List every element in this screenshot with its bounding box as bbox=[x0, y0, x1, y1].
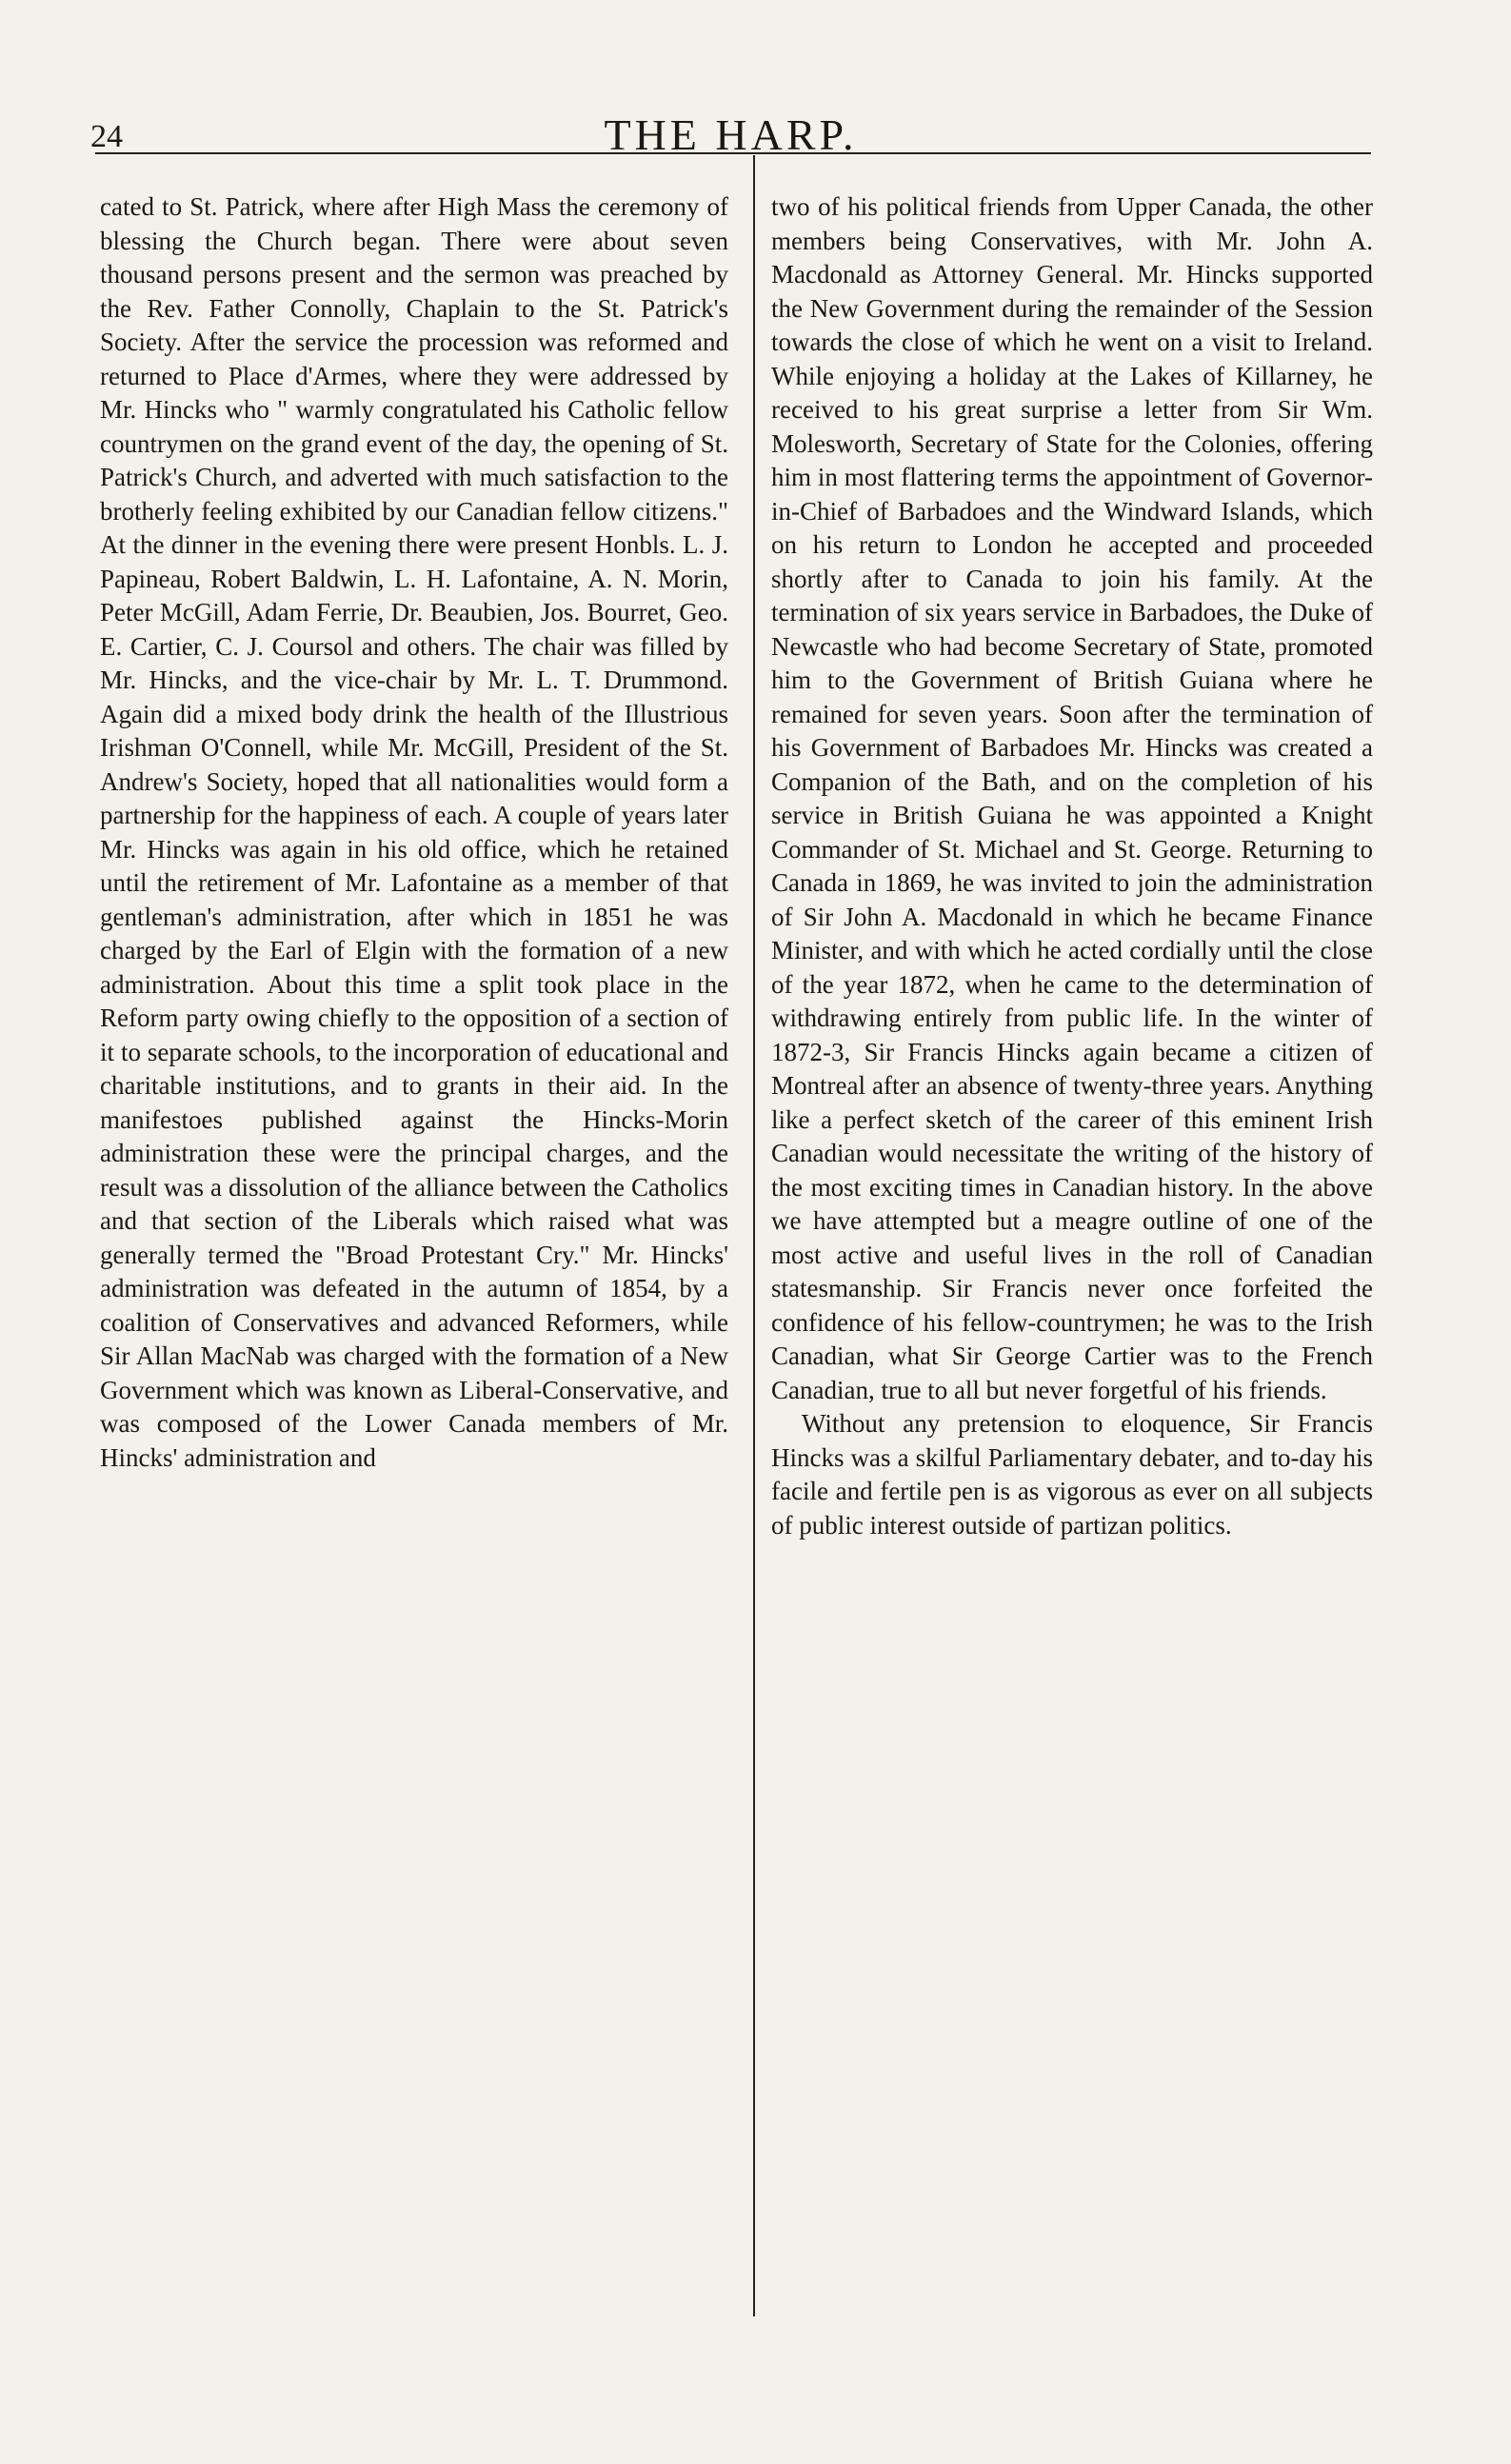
right-paragraph-1: two of his political friends from Upper Canada, the other members being Conservatives, with Mr. John A. Macdonald as Attorney General. Mr. Hincks supported the New Government during the remainder of the Session towards the close of which he went on a visit to Ireland. While enjoying a holiday at the Lakes of Killarney, he received to his great surprise a letter from Sir Wm. Molesworth, Secretary of State for the Colonies, offering him in most flattering terms the appointment of Governor-in-Chief of Barbadoes and the Windward Islands, which on his return to London he accepted and proceeded shortly after to Canada to join his family. At the termination of six years service in Barbadoes, the Duke of Newcastle who had become Secretary of State, promoted him to the Government of British Guiana where he remained for seven years. Soon after the termination of his Government of Barbadoes Mr. Hincks was created a Companion of the Bath, and on the completion of his service in British Guiana he was appointed a Knight Commander of St. Michael and St. George. Returning to Canada in 1869, he was invited to join the administration of Sir John A. Macdonald in which he became Finance Minister, and with which he acted cordially until the close of the year 1872, when he came to the determination of withdrawing entirely from public life. In the winter of 1872-3, Sir Francis Hincks again became a citizen of Montreal after an absence of twenty-three years. Anything like a perfect sketch of the career of this eminent Irish Canadian would necessitate the writing of the history of the most exciting times in Canadian history. In the above we have attempted but a meagre outline of one of the most active and useful lives in the roll of Canadian statesmanship. Sir Francis never once forfeited the confidence of his fellow-countrymen; he was to the Irish Canadian, what Sir George Cartier was to the French Canadian, true to all but never forgetful of his friends. bbox=[771, 192, 1373, 1404]
left-paragraph-1: cated to St. Patrick, where after High Mass the ceremony of blessing the Church began. There were about seven thousand persons present and the sermon was preached by the Rev. Father Connolly, Chaplain to the St. Patrick's Society. After the service the procession was reformed and returned to Place d'Armes, where they were addressed by Mr. Hincks who " warmly congratulated his Catholic fellow countrymen on the grand event of the day, the opening of St. Patrick's Church, and adverted with much satisfaction to the brotherly feeling exhibited by our Canadian fellow citizens." At the dinner in the evening there were present Honbls. L. J. Papineau, Robert Baldwin, L. H. Lafontaine, A. N. Morin, Peter McGill, Adam Ferrie, Dr. Beaubien, Jos. Bourret, Geo. E. Cartier, C. J. Coursol and others. The chair was filled by Mr. Hincks, and the vice-chair by Mr. L. T. Drummond. Again did a mixed body drink the health of the Illustrious Irishman O'Connell, while Mr. McGill, President of the St. Andrew's Society, hoped that all nationalities would form a partnership for the happiness of each. A couple of years later Mr. Hincks was again in his old office, which he retained until the retirement of Mr. Lafontaine as a member of that gentleman's administration, after which in 1851 he was charged by the Earl of Elgin with the formation of a new administration. About this time a split took place in the Reform party owing chiefly to the opposition of a section of it to separate schools, to the incorporation of educational and charitable institutions, and to grants in their aid. In the manifestoes published against the Hincks-Morin administration these were the principal charges, and the result was a dissolution of the alliance between the Catholics and that section of the Liberals which raised what was generally termed the "Broad Protestant Cry." Mr. Hincks' administration was defeated in the autumn of 1854, by a coalition of Conservatives and advanced Reformers, while Sir Allan MacNab was charged with the formation of a New Government which was known as Liberal-Conservative, and was composed of the Lower Canada members of Mr. Hincks' administration and bbox=[100, 192, 728, 1472]
journal-title: THE HARP. bbox=[604, 110, 858, 159]
right-column bbox=[771, 190, 1373, 1542]
column-divider bbox=[753, 155, 755, 2316]
header-rule bbox=[95, 152, 1371, 154]
page-number: 24 bbox=[90, 119, 123, 154]
page-header bbox=[90, 109, 1371, 167]
left-column bbox=[100, 190, 728, 1475]
right-paragraph-2: Without any pretension to eloquence, Sir Francis Hincks was a skilful Parliamentary debater, and to-day his facile and fertile pen is as vigorous as ever on all subjects of public interest outside of partizan politics. bbox=[771, 1409, 1373, 1540]
